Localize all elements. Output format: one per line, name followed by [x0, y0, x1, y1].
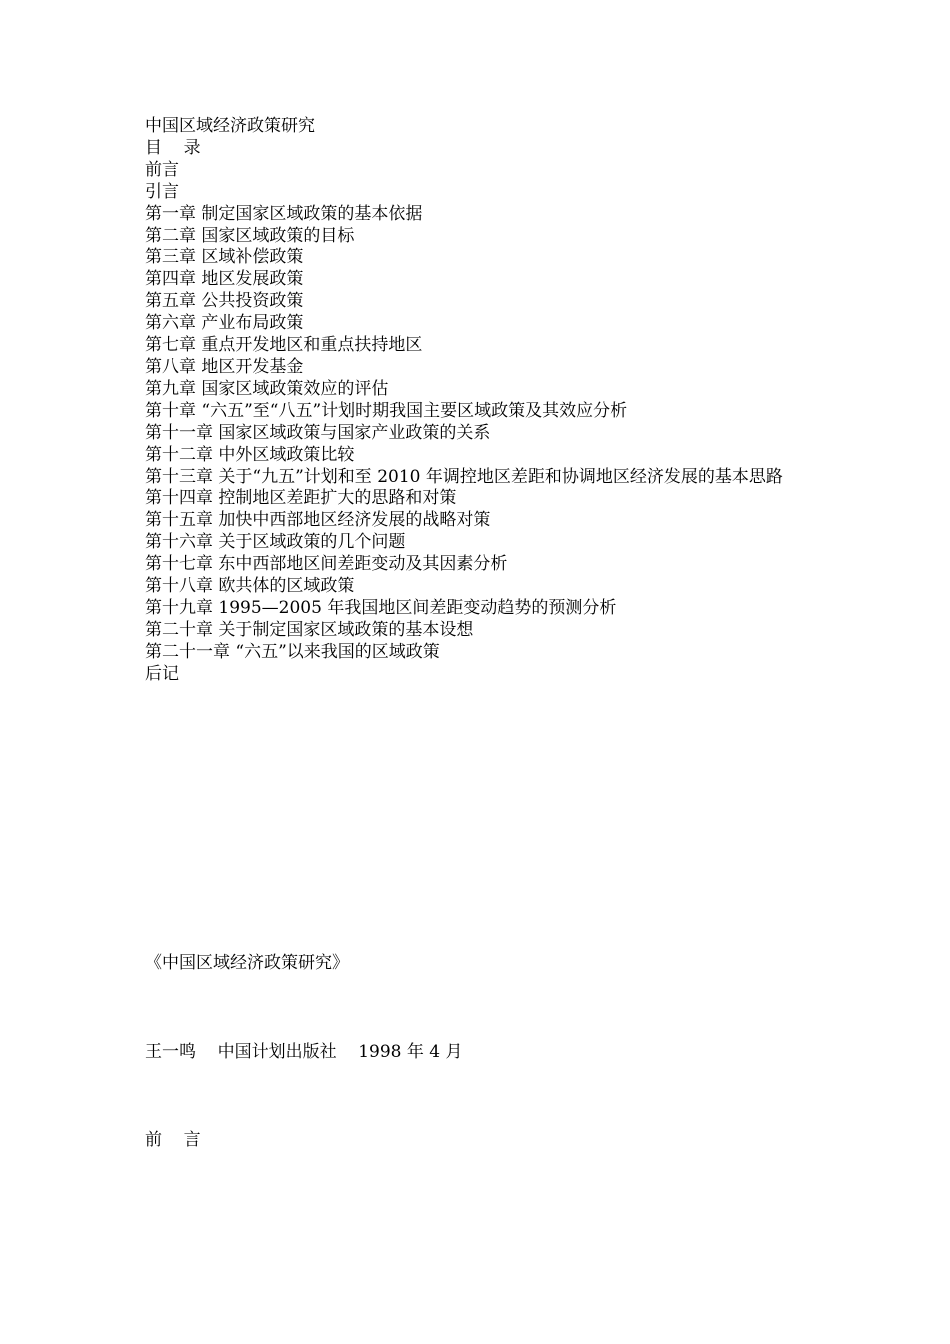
toc-item: 第七章 重点开发地区和重点扶持地区 [145, 335, 423, 356]
toc-item: 第十六章 关于区域政策的几个问题 [145, 532, 406, 553]
toc-item: 第一章 制定国家区域政策的基本依据 [145, 203, 423, 224]
toc-item: 第八章 地区开发基金 [145, 356, 304, 377]
toc-item: 第十九章 1995—2005 年我国地区间差距变动趋势的预测分析 [145, 597, 617, 618]
toc-item: 第二十章 关于制定国家区域政策的基本设想 [145, 619, 474, 640]
toc-item: 前言 [145, 159, 179, 180]
toc-item: 第十三章 关于“九五”计划和至 2010 年调控地区差距和协调地区经济发展的基本思路 [145, 466, 783, 487]
toc-item: 第十七章 东中西部地区间差距变动及其因素分析 [145, 554, 508, 575]
toc-item: 第十五章 加快中西部地区经济发展的战略对策 [145, 510, 491, 531]
toc-heading: 目 录 [145, 137, 201, 158]
toc-item: 第五章 公共投资政策 [145, 291, 304, 312]
toc-item: 后记 [145, 663, 179, 684]
toc-item: 第十章 “六五”至“八五”计划时期我国主要区域政策及其效应分析 [145, 400, 628, 421]
toc-item: 第十二章 中外区域政策比较 [145, 444, 355, 465]
table-of-contents [145, 116, 825, 686]
toc-item: 第二十一章 “六五”以来我国的区域政策 [145, 641, 440, 662]
toc-item: 第十四章 控制地区差距扩大的思路和对策 [145, 488, 457, 509]
book-title: 《中国区域经济政策研究》 [145, 953, 349, 973]
toc-item: 第十一章 国家区域政策与国家产业政策的关系 [145, 422, 491, 443]
toc-item: 第六章 产业布局政策 [145, 313, 304, 334]
publication-info: 王一鸣 中国计划出版社 1998 年 4 月 [145, 1042, 463, 1062]
toc-item: 第十八章 欧共体的区域政策 [145, 576, 355, 597]
document-title: 中国区域经济政策研究 [145, 116, 315, 136]
preface-heading: 前 言 [145, 1130, 201, 1150]
toc-item: 第九章 国家区域政策效应的评估 [145, 378, 389, 399]
toc-item: 第四章 地区发展政策 [145, 269, 304, 290]
toc-item: 引言 [145, 181, 179, 202]
toc-item: 第三章 区域补偿政策 [145, 247, 304, 268]
toc-item: 第二章 国家区域政策的目标 [145, 225, 355, 246]
